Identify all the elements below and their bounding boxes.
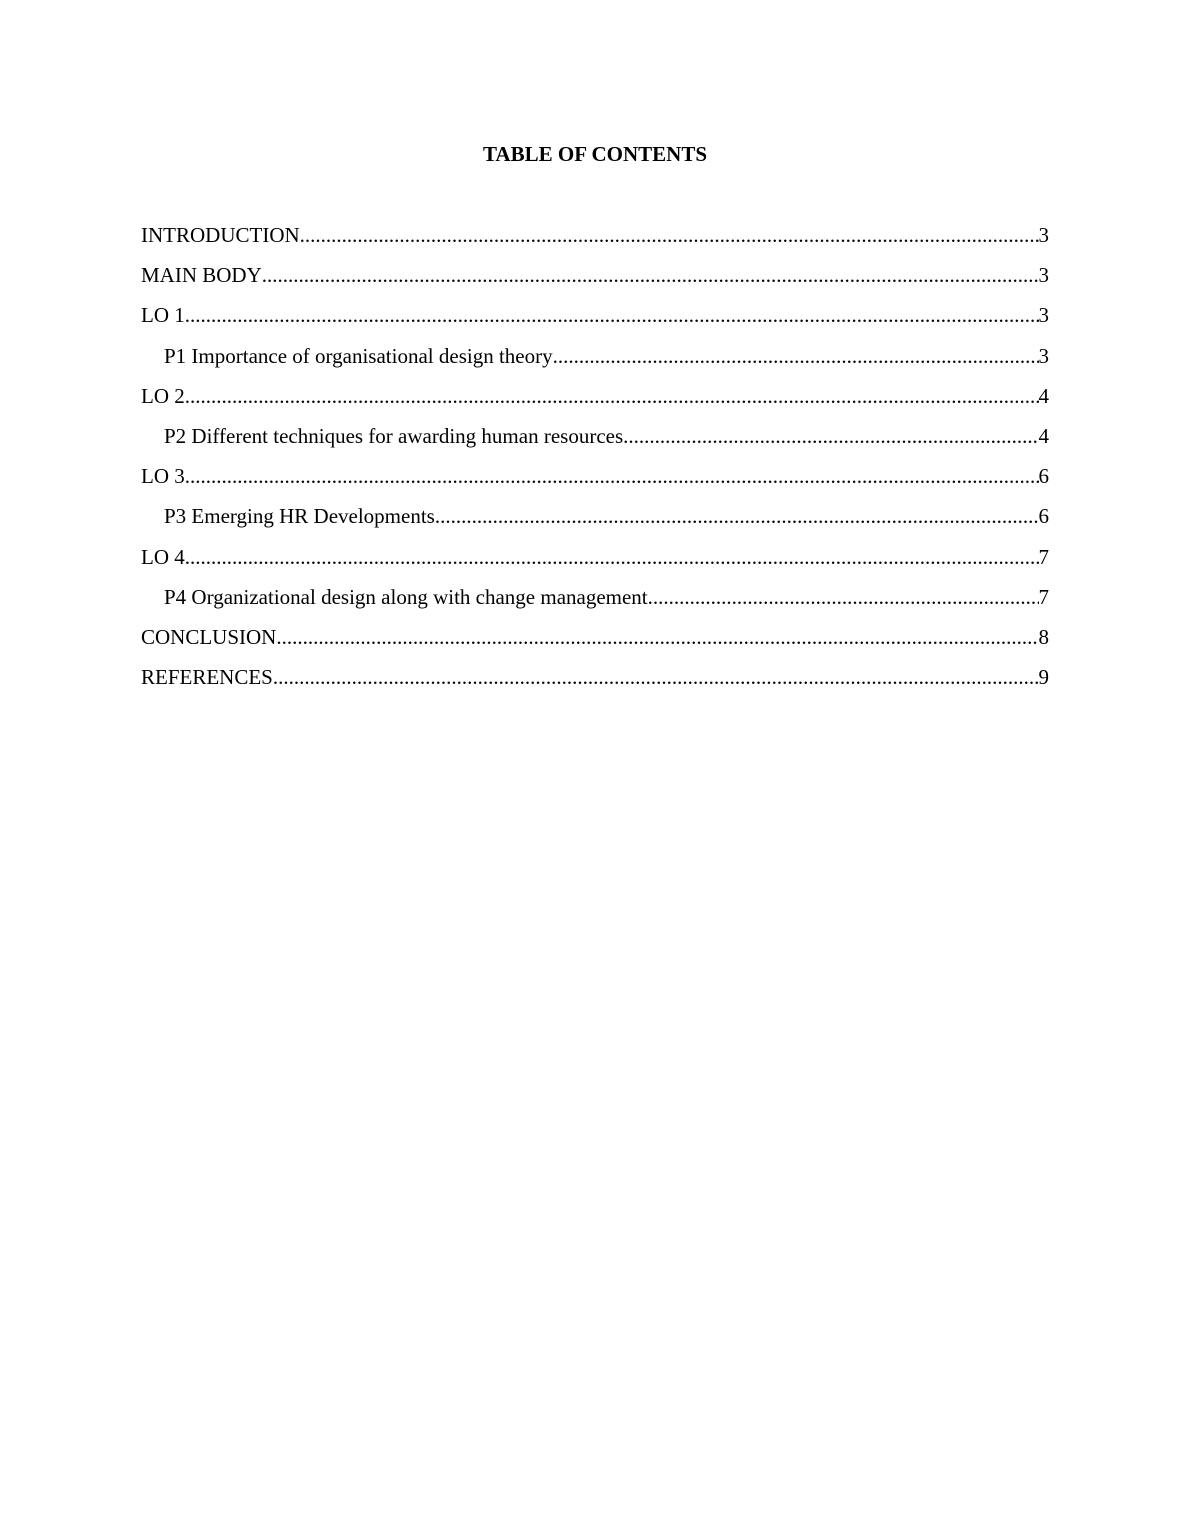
toc-entry-lo3[interactable] bbox=[141, 461, 1049, 501]
toc-entry-page: 4 bbox=[1038, 423, 1049, 448]
toc-entry-lo4[interactable] bbox=[141, 542, 1049, 582]
toc-entry-page: 3 bbox=[1038, 263, 1049, 288]
toc-entry-label: LO 4 bbox=[141, 544, 185, 569]
toc-dot-leader bbox=[185, 542, 1039, 572]
toc-entry-p1[interactable] bbox=[141, 341, 1049, 381]
toc-entry-label: LO 2 bbox=[141, 383, 185, 408]
toc-dot-leader bbox=[648, 582, 1039, 612]
toc-dot-leader bbox=[623, 421, 1038, 451]
toc-entry-introduction[interactable] bbox=[141, 220, 1049, 260]
toc-entry-page: 3 bbox=[1038, 223, 1049, 247]
toc-entry-references[interactable] bbox=[141, 662, 1049, 702]
toc-entry-page: 7 bbox=[1038, 584, 1049, 609]
toc-dot-leader bbox=[300, 220, 1039, 250]
toc-entry-label: P4 Organizational design along with change management bbox=[164, 584, 648, 609]
toc-entry-label: MAIN BODY bbox=[141, 263, 262, 288]
toc-entry-page: 6 bbox=[1038, 504, 1049, 529]
toc-entry-label: LO 1 bbox=[141, 303, 185, 328]
toc-dot-leader bbox=[435, 501, 1039, 531]
toc-entry-label: CONCLUSION bbox=[141, 624, 277, 649]
toc-entry-main-body[interactable] bbox=[141, 260, 1049, 300]
toc-entry-label: REFERENCES bbox=[141, 665, 273, 690]
toc-dot-leader bbox=[262, 260, 1039, 290]
toc-dot-leader bbox=[553, 341, 1039, 371]
toc-entry-p2[interactable] bbox=[141, 421, 1049, 461]
toc-entry-conclusion[interactable] bbox=[141, 622, 1049, 662]
toc-entry-p4[interactable] bbox=[141, 582, 1049, 622]
toc-entry-p3[interactable] bbox=[141, 501, 1049, 541]
toc-entry-page: 3 bbox=[1038, 303, 1049, 328]
toc-entry-lo1[interactable] bbox=[141, 300, 1049, 340]
toc-entry-page: 6 bbox=[1038, 464, 1049, 489]
toc-dot-leader bbox=[273, 662, 1039, 692]
toc-dot-leader bbox=[185, 381, 1039, 411]
toc-list bbox=[141, 220, 1049, 702]
toc-title: TABLE OF CONTENTS bbox=[482, 142, 708, 166]
toc-entry-label: LO 3 bbox=[141, 464, 185, 489]
toc-entry-page: 8 bbox=[1038, 624, 1049, 649]
toc-entry-label: P2 Different techniques for awarding human resources bbox=[164, 423, 624, 448]
toc-entry-label: P1 Importance of organisational design theory bbox=[164, 343, 553, 368]
toc-dot-leader bbox=[185, 300, 1039, 330]
toc-dot-leader bbox=[185, 461, 1039, 491]
toc-entry-lo2[interactable] bbox=[141, 381, 1049, 421]
toc-entry-page: 9 bbox=[1038, 665, 1049, 690]
toc-entry-page: 4 bbox=[1038, 383, 1049, 408]
toc-entry-page: 7 bbox=[1038, 544, 1049, 569]
toc-dot-leader bbox=[276, 622, 1038, 652]
toc-entry-label: P3 Emerging HR Developments bbox=[164, 504, 435, 529]
toc-entry-page: 3 bbox=[1038, 343, 1049, 368]
toc-entry-label: INTRODUCTION bbox=[141, 223, 300, 247]
